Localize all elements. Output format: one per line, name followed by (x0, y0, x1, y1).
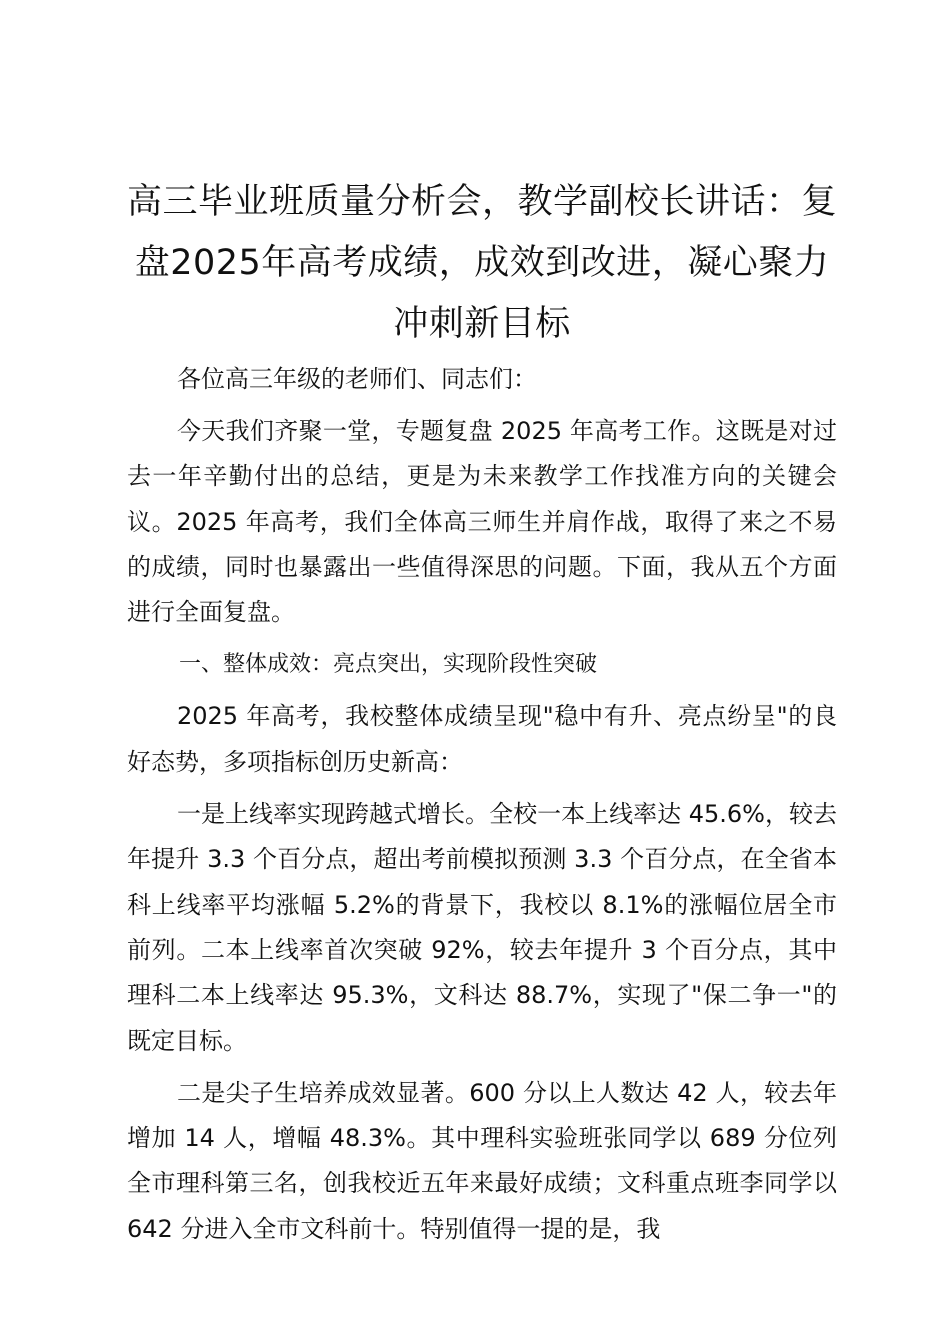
document-page (127, 172, 837, 1252)
section-heading-1: 一、整体成效：亮点突出，实现阶段性突破 (179, 652, 598, 678)
paragraph-section1-point1: 一是上线率实现跨越式增长。全校一本上线率达 45.6%，较去年提升 3.3 个百分点，超出考前模拟预测 3.3 个百分点，在全省本科上线率平均涨幅 5.2%的背景下，我校以 8.1%的涨幅位居全市前列。二本上线率首次突破 92%，较去年提升 3 个百分点，其中理科二本上线率达 95.3%，文科达 88.7%，实现了"保二争一"的既定目标。 (127, 800, 837, 1055)
paragraph-section1-intro: 2025 年高考，我校整体成绩呈现"稳中有升、亮点纷呈"的良好态势，多项指标创历史新高： (127, 702, 837, 776)
paragraph-opening: 今天我们齐聚一堂，专题复盘 2025 年高考工作。这既是对过去一年辛勤付出的总结，更是为未来教学工作找准方向的关键会议。2025 年高考，我们全体高三师生并肩作战，取得了来之不易的成绩，同时也暴露出一些值得深思的问题。下面，我从五个方面进行全面复盘。 (127, 417, 837, 627)
salutation: 各位高三年级的老师们、同志们： (177, 365, 537, 393)
document-title: 高三毕业班质量分析会，教学副校长讲话：复盘2025年高考成绩，成效到改进，凝心聚力冲刺新目标 (127, 182, 838, 344)
paragraph-section1-point2: 二是尖子生培养成效显著。600 分以上人数达 42 人，较去年增加 14 人，增幅 48.3%。其中理科实验班张同学以 689 分位列全市理科第三名，创我校近五年来最好成绩；文科重点班李同学以 642 分进入全市文科前十。特别值得一提的是，我 (127, 1078, 837, 1243)
